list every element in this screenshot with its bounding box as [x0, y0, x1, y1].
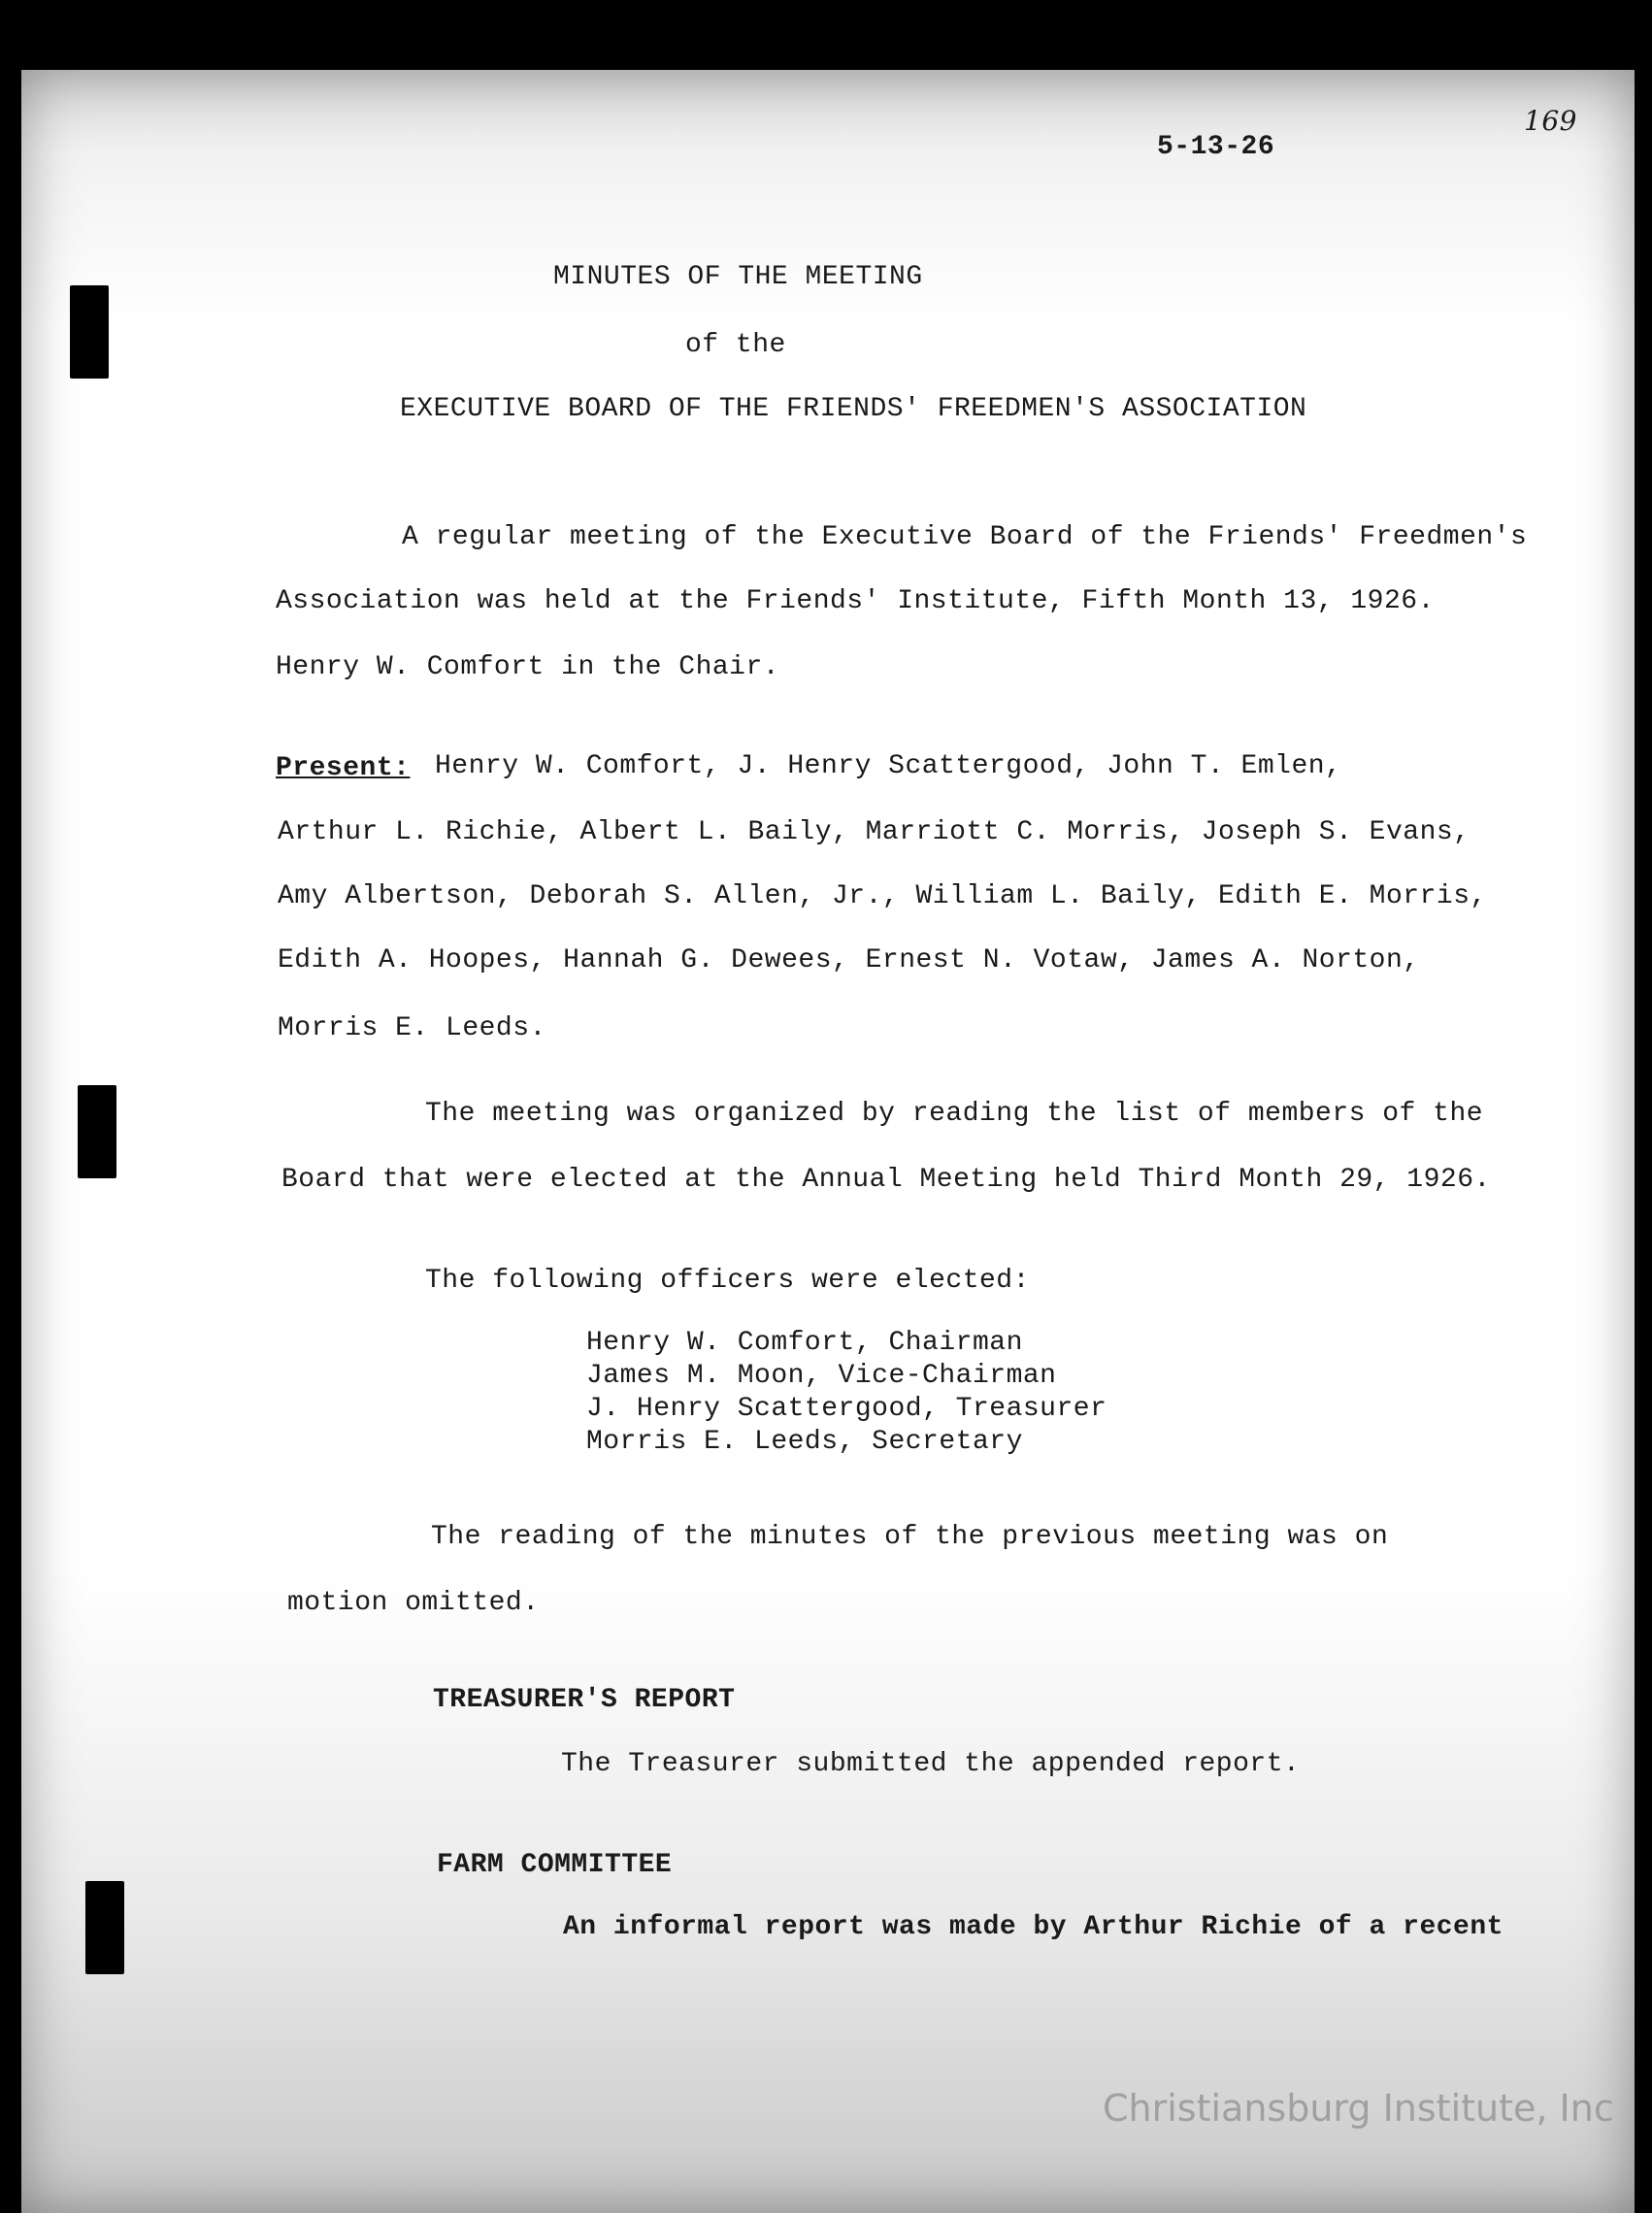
watermark: Christiansburg Institute, Inc: [1103, 2087, 1614, 2130]
officer-chairman: Henry W. Comfort, Chairman: [586, 1328, 1023, 1358]
officer-treasurer: J. Henry Scattergood, Treasurer: [586, 1394, 1107, 1424]
page-number: 169: [1524, 105, 1577, 137]
intro-line-2: Association was held at the Friends' Institute, Fifth Month 13, 1926.: [276, 586, 1435, 616]
intro-line-1: A regular meeting of the Executive Board of the Friends' Freedmen's: [402, 522, 1528, 552]
document-page: [21, 70, 1635, 2213]
registration-mark-middle: [78, 1085, 116, 1178]
intro-line-3: Henry W. Comfort in the Chair.: [276, 652, 780, 682]
minutes-line-1: The reading of the minutes of the previous meeting was on: [431, 1522, 1389, 1552]
title-line-2: of the: [685, 330, 786, 360]
organized-line-2: Board that were elected at the Annual Meeting held Third Month 29, 1926.: [281, 1165, 1491, 1195]
registration-mark-bottom: [85, 1881, 124, 1974]
present-line-2: Arthur L. Richie, Albert L. Baily, Marriott C. Morris, Joseph S. Evans,: [278, 817, 1470, 847]
present-line-5: Morris E. Leeds.: [278, 1013, 546, 1043]
minutes-line-2: motion omitted.: [287, 1588, 540, 1618]
organized-line-1: The meeting was organized by reading the list of members of the: [425, 1099, 1484, 1129]
title-line-3: EXECUTIVE BOARD OF THE FRIENDS' FREEDMEN'S ASSOCIATION: [400, 394, 1307, 424]
present-line-1: Henry W. Comfort, J. Henry Scattergood, John T. Emlen,: [435, 751, 1342, 781]
treasurer-heading: TREASURER'S REPORT: [433, 1685, 736, 1715]
farm-heading: FARM COMMITTEE: [437, 1850, 673, 1880]
farm-text: An informal report was made by Arthur Richie of a recent: [563, 1912, 1503, 1942]
present-line-3: Amy Albertson, Deborah S. Allen, Jr., William L. Baily, Edith E. Morris,: [278, 881, 1487, 911]
present-line-4: Edith A. Hoopes, Hannah G. Dewees, Ernest N. Votaw, James A. Norton,: [278, 945, 1420, 975]
treasurer-text: The Treasurer submitted the appended report.: [561, 1749, 1301, 1779]
officer-secretary: Morris E. Leeds, Secretary: [586, 1427, 1023, 1457]
officer-vice-chairman: James M. Moon, Vice-Chairman: [586, 1361, 1057, 1391]
registration-mark-top: [70, 285, 109, 379]
title-line-1: MINUTES OF THE MEETING: [553, 262, 923, 292]
present-label: Present:: [276, 753, 411, 783]
date: 5-13-26: [1157, 132, 1275, 162]
officers-intro: The following officers were elected:: [425, 1266, 1030, 1296]
